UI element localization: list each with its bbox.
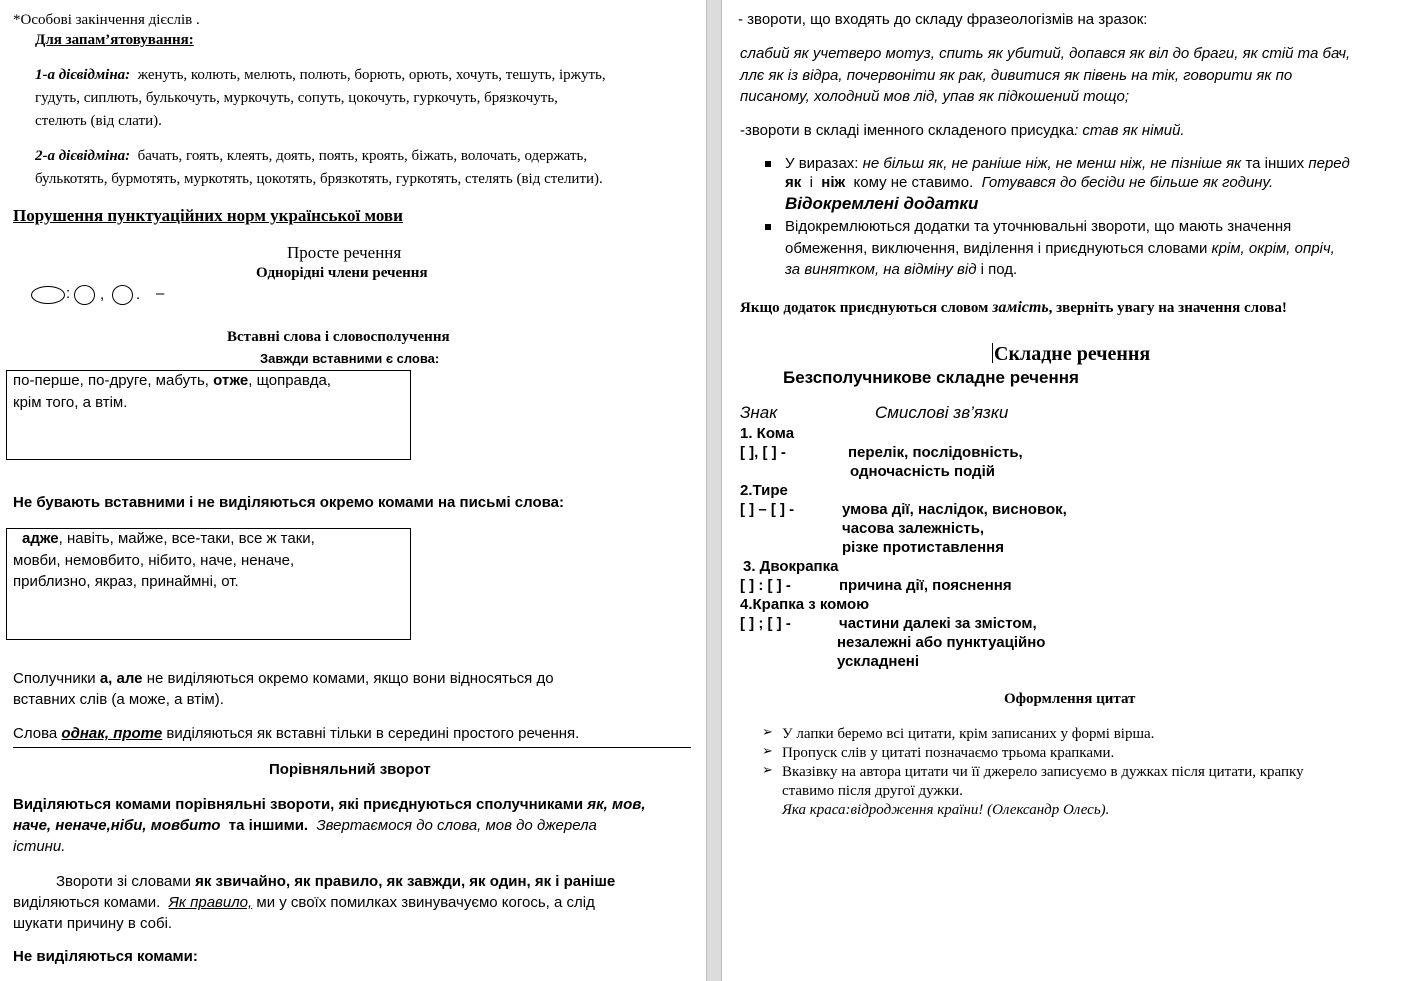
not-parenthetical-heading: Не бувають вставними і не виділяються окремо комами на письмі слова: <box>13 494 564 511</box>
objects-line-2 <box>785 240 1335 258</box>
objects-words-1: крім, окрім, опріч, <box>1211 240 1335 257</box>
sign-2-meaning-2: часова залежність, <box>842 520 985 537</box>
sign-2-meaning-3: різке протиставлення <box>842 539 1004 556</box>
box1-line-2: крім того, а втім. <box>13 394 128 411</box>
verb-endings-note: *Особові закінчення дієслів . <box>13 12 200 28</box>
homogeneous-heading: Однорідні члени речення <box>256 265 428 281</box>
conj-rest: не виділяються окремо комами, якщо вони відносяться до <box>146 670 554 687</box>
scheme-dot: . <box>136 286 141 303</box>
turns-line-1 <box>56 873 615 891</box>
turns-text: Звороти зі словами <box>56 873 191 890</box>
asyndetic-heading: Безсполучникове складне речення <box>783 368 1079 387</box>
predicate-text: -звороти в складі іменного складеного присудка <box>740 122 1075 139</box>
text-cursor <box>992 343 993 363</box>
expr-yak: як <box>785 174 802 191</box>
odnak-prote: однак, проте <box>61 725 163 742</box>
document-page-right <box>722 0 1425 981</box>
expr-example: Готувався до бесіди не більше як годину. <box>981 174 1274 191</box>
box2-line-3: приблизно, якраз, принаймні, от. <box>13 573 239 590</box>
quotes-heading: Оформлення цитат <box>1004 691 1136 707</box>
box1-words-a: по-перше, по-друге, мабуть, <box>13 372 209 389</box>
cmp-text: Виділяються комами порівняльні звороти, які приєднуються сполучниками <box>13 796 584 813</box>
comparative-line-2 <box>13 817 597 835</box>
sign-2-scheme: [ ] – [ ] - <box>740 501 795 518</box>
scheme-dash: – <box>156 285 165 302</box>
expr-phrases: не більш як, не раніше ніж, не менш ніж, не пізніше як <box>862 155 1242 172</box>
objects-line-1: Відокремлюються додатки та уточнювальні звороти, що мають значення <box>785 218 1292 235</box>
sign-2-title: 2.Тире <box>740 482 788 499</box>
conj1-label: 1-а дієвідміна: <box>35 67 131 83</box>
box1-word-otzhe: отже <box>213 372 249 389</box>
sign-2-meaning-1: умова дії, наслідок, висновок, <box>842 501 1067 518</box>
conj-word: Сполучники <box>13 670 96 687</box>
words-label: Слова <box>13 725 58 742</box>
quote-rule-3-line-2: ставимо після другої дужки. <box>782 783 963 799</box>
zamist-note <box>740 298 1287 317</box>
odnak-line <box>13 725 579 743</box>
conj-a-ale: а, але <box>99 670 143 687</box>
always-parenthetical-label: Завжди вставними є слова: <box>260 351 440 366</box>
bullet-square-1 <box>765 161 771 167</box>
quote-example: Яка краса:відродження країни! (Олександр Олесь). <box>782 802 1110 818</box>
predicate-example: : став як німий. <box>1074 122 1185 139</box>
memorize-heading: Для запам’ятовування: <box>35 32 194 48</box>
conj1-line-2: гудуть, сиплють, булькочуть, муркочуть, сопуть, цокочуть, гуркочуть, брязкочуть, <box>35 90 558 106</box>
sign-4-title: 4.Крапка з комою <box>740 596 870 613</box>
sign-3-title: 3. Двокрапка <box>743 558 839 575</box>
expr-i: і <box>809 174 813 191</box>
simple-sentence-heading: Просте речення <box>287 243 402 262</box>
phraseology-line-1: слабий як учетверо мотуз, спить як убитий, допався як віл до браги, як стій та бач, <box>740 45 1351 62</box>
bullet-square-2 <box>765 224 771 230</box>
cmp-conj-2: наче, неначе,ніби, мовбито <box>13 817 221 834</box>
arrow-bullet-icon: ➢ <box>762 744 773 759</box>
odnak-rest: виділяються як вставні тільки в середині простого речення. <box>166 725 580 742</box>
conjunctions-line-1 <box>13 670 554 688</box>
section-divider <box>13 747 691 748</box>
turns-line-3: шукати причину в собі. <box>13 915 173 932</box>
conjunctions-line-2: вставних слів (а може, а втім). <box>13 691 224 708</box>
expr-pered: перед <box>1308 155 1350 172</box>
sign-3-meaning-1: причина дії, пояснення <box>839 577 1012 594</box>
col-sign-header: Знак <box>740 403 778 422</box>
box1-line-1 <box>13 372 331 390</box>
comparative-line-3: істини. <box>13 838 66 855</box>
conj2-label: 2-а дієвідміна: <box>35 148 131 164</box>
conj1-line-3: стелють (від слати). <box>35 113 162 129</box>
arrow-bullet-icon: ➢ <box>762 763 773 778</box>
phraseology-line-3: писаному, холодний мов лід, упав як підкошений тощо; <box>740 88 1130 105</box>
punctuation-heading: Порушення пунктуаційних норм української мови <box>13 206 403 225</box>
complex-sentence-heading: Складне речення <box>994 343 1151 365</box>
parenthetical-heading: Вставні слова і словосполучення <box>227 329 450 345</box>
scheme-circle-1 <box>74 285 95 305</box>
turns-words: як звичайно, як правило, як завжди, як один, як і раніше <box>195 873 616 890</box>
sign-4-meaning-1: частини далекі за змістом, <box>839 615 1037 632</box>
conj1-line-1 <box>35 66 606 84</box>
zamist-word: замість <box>992 299 1049 316</box>
conj2-words-1: бачать, гоять, клеять, доять, поять, кроять, біжать, волочать, одержать, <box>137 148 588 164</box>
objects-line-3 <box>785 261 1017 279</box>
predicate-line <box>740 122 1185 140</box>
comparative-line-1 <box>13 796 646 814</box>
box2-line-2: мовби, немовбито, нібито, наче, неначе, <box>13 552 295 569</box>
conj2-line-1 <box>35 147 587 165</box>
turns-example-start: Як правило, <box>168 894 253 911</box>
sign-4-meaning-3: ускладнені <box>837 653 920 670</box>
box2-words-b: , навіть, майже, все-таки, все ж таки, <box>58 530 315 547</box>
page-gutter <box>706 0 722 981</box>
col-meaning-header: Смислові зв’язки <box>875 403 1009 422</box>
scheme-circle-2 <box>112 285 133 305</box>
box1-words-c: , щоправда, <box>248 372 331 389</box>
scheme-oval-general <box>31 286 65 304</box>
conj1-words-1: женуть, колють, мелють, полють, борють, орють, хочуть, тешуть, іржуть, <box>137 67 606 83</box>
box2-word-adzhe: адже <box>22 530 59 547</box>
expressions-line-2 <box>785 174 1273 192</box>
conj2-line-2: булькотять, бурмотять, муркотять, цокотять, брязкотять, гуркотять, стелять (від стелити). <box>35 171 603 187</box>
sign-1-meaning-1: перелік, послідовність, <box>848 444 1023 461</box>
quote-rule-1: У лапки беремо всі цитати, крім записаних у формі вірша. <box>782 726 1155 742</box>
scheme-colon: : <box>66 285 71 302</box>
expr-others: та інших <box>1245 155 1305 172</box>
zamist-rest: , зверніть увагу на значення слова! <box>1048 300 1287 316</box>
cmp-conj-1: як, мов, <box>587 796 646 813</box>
turns-sep: виділяються комами. <box>13 894 161 911</box>
phraseology-intro: - звороти, що входять до складу фразеологізмів на зразок: <box>738 11 1148 28</box>
sign-4-meaning-2: незалежні або пунктуаційно <box>837 634 1046 651</box>
objects-words-2: за винятком, на відміну від <box>785 261 977 278</box>
sign-1-scheme: [ ], [ ] - <box>740 444 786 461</box>
sign-1-title: 1. Кома <box>740 425 795 442</box>
zamist-text: Якщо додаток приєднуються словом <box>740 300 989 316</box>
turns-line-2 <box>13 894 595 912</box>
sign-4-scheme: [ ] ; [ ] - <box>740 615 791 632</box>
document-page-left <box>0 0 706 981</box>
box2-line-1 <box>22 530 315 548</box>
objects-etc: і под. <box>980 261 1018 278</box>
cmp-others: та іншими. <box>228 817 309 834</box>
expr-no-comma: кому не ставимо. <box>853 174 974 191</box>
cmp-example: Звертаємося до слова, мов до джерела <box>316 817 597 834</box>
expr-nizh: ніж <box>821 174 846 191</box>
sign-1-meaning-2: одночасність подій <box>850 463 995 480</box>
comparative-heading: Порівняльний зворот <box>269 761 431 778</box>
sign-3-scheme: [ ] : [ ] - <box>740 577 791 594</box>
quote-rule-2: Пропуск слів у цитаті позначаємо трьома крапками. <box>782 745 1115 761</box>
separated-objects-heading: Відокремлені додатки <box>785 194 979 213</box>
phraseology-line-2: ллє як із відра, почервоніти як рак, дивитися як півень на тік, говорити як по <box>740 67 1293 84</box>
turns-example: ми у своїх помилках звинувачуємо когось, а слід <box>256 894 595 911</box>
scheme-comma: , <box>100 286 105 303</box>
expressions-line-1 <box>785 155 1350 173</box>
expr-label: У виразах: <box>785 155 859 172</box>
arrow-bullet-icon: ➢ <box>762 725 773 740</box>
quote-rule-3-line-1: Вказівку на автора цитати чи її джерело записуємо в дужках після цитати, крапку <box>782 764 1304 780</box>
objects-text: обмеження, виключення, виділення і приєднуються словами <box>785 240 1208 257</box>
not-separated-heading: Не виділяються комами: <box>13 948 198 965</box>
